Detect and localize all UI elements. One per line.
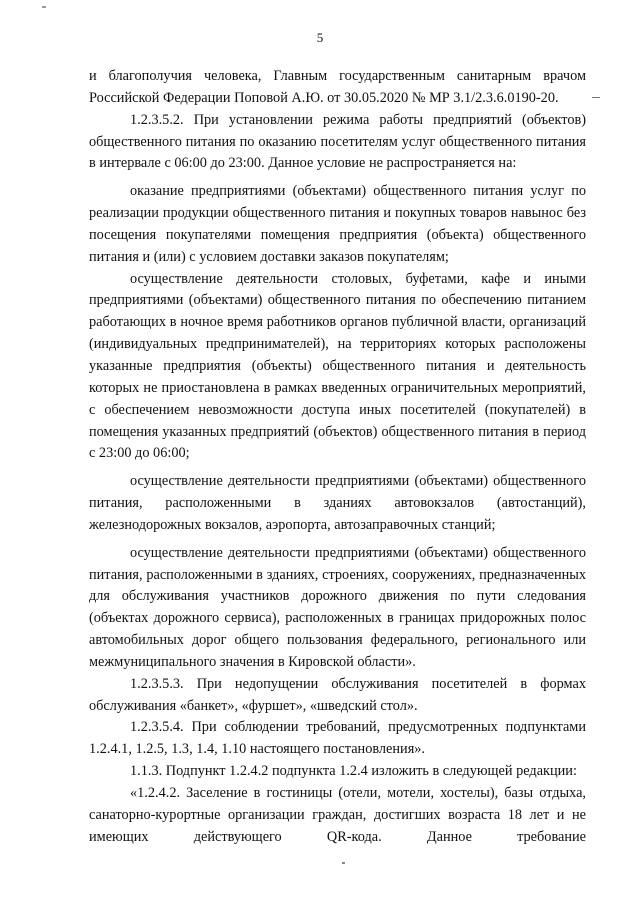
paragraph-exception-delivery: оказание предприятиями (объектами) общественного питания услуг по реализации продукции общественного питания и покупных товаров навынос без посещения покупателями помещения предприятия (объекта) общественного питания и (или) с условием доставки заказов покупателям; (89, 183, 586, 265)
document-body (89, 66, 586, 849)
scan-artifact (42, 6, 46, 8)
paragraph-clause-1-2-3-5-3: 1.2.3.5.3. При недопущении обслуживания посетителей в формах обслуживания «банкет», «фуршет», «шведский стол». (89, 675, 586, 714)
paragraph-exception-canteens: осуществление деятельности столовых, буфетами, кафе и иными предприятиями (объектами) общественного питания по обеспечению питанием работающих в ночное время работников органов публичной власти, организаций (индивидуальных предпринимателей), на территориях которых расположены указанные предприятия (объекты) общественного питания и деятельность которых не приостановлена в рамках введенных ограничительных мероприятий, с обеспечением невозможности доступа иных посетителей (покупателей) в помещения указанных предприятий (объектов) общественного питания в период с 23:00 до 06:00; (89, 270, 586, 462)
paragraph-exception-stations: осуществление деятельности предприятиями (объектами) общественного питания, расположенными в зданиях автовокзалов (автостанций), железнодорожных вокзалов, аэропорта, автозаправочных станций; (89, 473, 586, 533)
paragraph-continuation: и благополучия человека, Главным государственным санитарным врачом Российской Федерации Поповой А.Ю. от 30.05.2020 № МР 3.1/2.3.6.0190-20. (89, 68, 586, 106)
paragraph-exception-road-service: осуществление деятельности предприятиями (объектами) общественного питания, расположенными в зданиях, строениях, сооружениях, предназначенных для обслуживания участников дорожного движения по пути следования (объектах дорожного сервиса), расположенных в границах придорожных полос автомобильных дорог общего пользования федерального, регионального или межмуниципального значения в Кировской области». (89, 544, 586, 670)
paragraph-clause-1-2-3-5-4: 1.2.3.5.4. При соблюдении требований, предусмотренных подпунктами 1.2.4.1, 1.2.5, 1.3, 1.4, 1.10 настоящего постановления». (89, 719, 586, 758)
paragraph-clause-1-2-3-5-2: 1.2.3.5.2. При установлении режима работы предприятий (объектов) общественного питания по оказанию посетителям услуг общественного питания в интервале с 06:00 до 23:00. Данное условие не распространяется на: (89, 111, 586, 172)
page-number: 5 (316, 30, 324, 45)
paragraph-clause-1-1-3: 1.1.3. Подпункт 1.2.4.2 подпункта 1.2.4 изложить в следующей редакции: (130, 763, 577, 780)
paragraph-clause-1-2-4-2: «1.2.4.2. Заселение в гостиницы (отели, мотели, хостелы), базы отдыха, санаторно-курортные организации граждан, достигших возраста 18 лет и не имеющих действующего QR-кода. Данное требование (89, 785, 586, 845)
scan-artifact (592, 97, 600, 98)
scan-artifact (342, 862, 345, 864)
